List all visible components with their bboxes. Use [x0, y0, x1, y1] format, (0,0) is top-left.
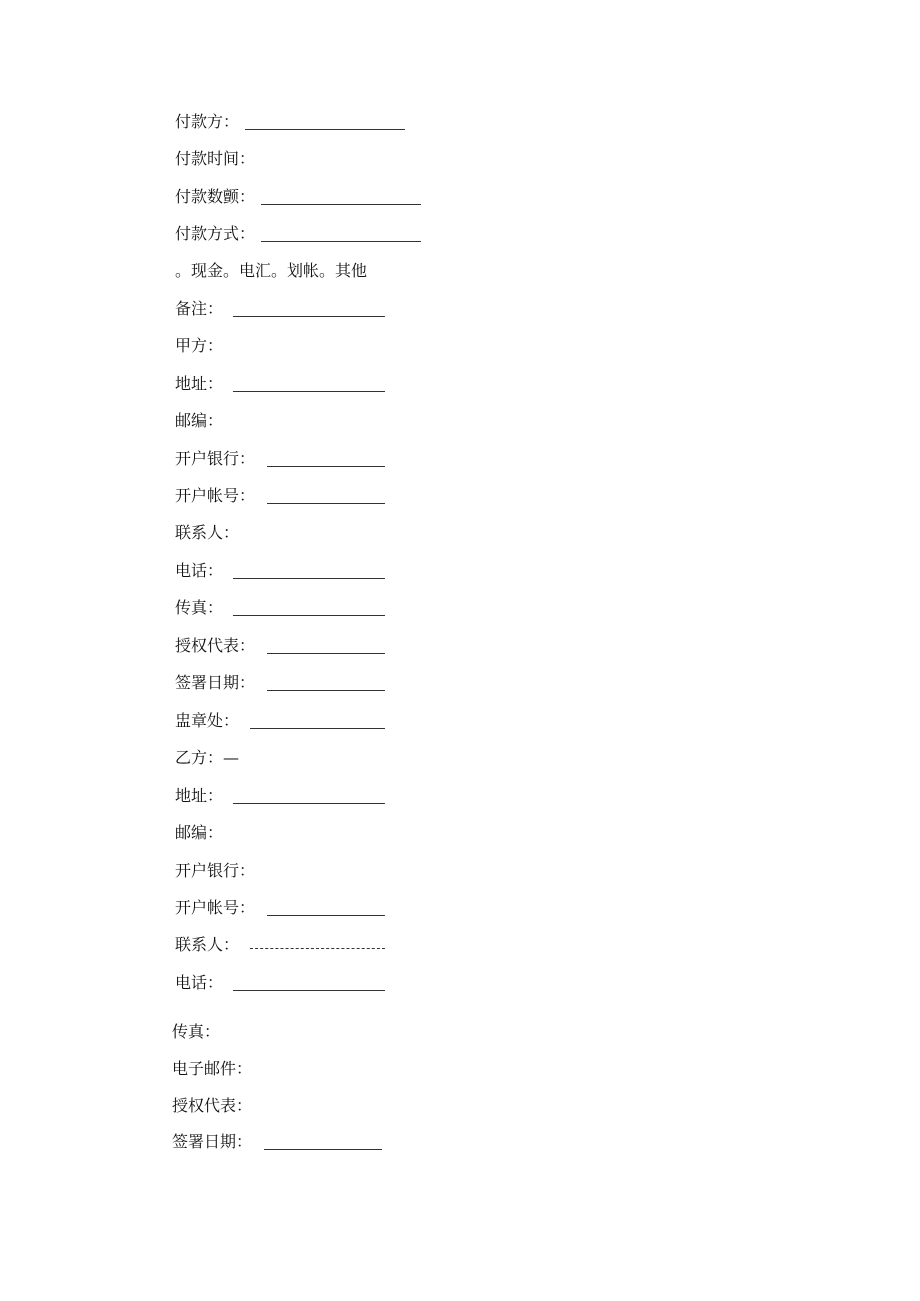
dashed-line	[250, 938, 385, 949]
party-b-bank-row	[175, 861, 255, 881]
blank-line	[267, 639, 385, 654]
party-b-address-row	[175, 786, 385, 806]
field-label: 开户帐号：	[175, 898, 256, 917]
blank-line	[233, 601, 385, 616]
field-label: 付款方：	[175, 112, 240, 131]
blank-line	[233, 302, 385, 317]
field-label: 开户帐号：	[175, 486, 256, 505]
field-label: 传真：	[175, 598, 224, 617]
party-b-phone-row	[175, 973, 385, 993]
remarks-row	[175, 299, 385, 319]
blank-line	[245, 115, 405, 130]
party-b-account-row	[175, 898, 385, 918]
field-label: 联系人：	[175, 523, 240, 542]
party-a-seal-row	[175, 711, 385, 731]
payment-amount-row	[175, 187, 421, 207]
payer-row	[175, 112, 405, 132]
party-b-representative-row	[172, 1096, 252, 1116]
field-label: 邮编：	[175, 823, 224, 842]
party-a-address-row	[175, 374, 385, 394]
party-a-bank-row	[175, 449, 385, 469]
party-a-heading	[175, 336, 223, 356]
field-label: 付款数颤：	[175, 187, 256, 206]
blank-line	[267, 901, 385, 916]
field-label: 传真：	[172, 1022, 221, 1041]
blank-line	[233, 377, 385, 392]
payment-options-row	[175, 261, 367, 281]
field-label: 付款时间：	[175, 149, 256, 168]
party-b-sign-date-row	[172, 1132, 382, 1152]
party-b-email-row	[172, 1059, 252, 1079]
party-a-account-row	[175, 486, 385, 506]
party-a-sign-date-row	[175, 673, 385, 693]
field-label: 授权代表：	[172, 1096, 253, 1115]
blank-line	[267, 489, 385, 504]
field-label: 地址：	[175, 374, 224, 393]
party-a-phone-row	[175, 561, 385, 581]
field-label: 电话：	[175, 561, 224, 580]
party-b-heading	[175, 748, 239, 768]
field-label: 签署日期：	[172, 1132, 253, 1151]
blank-line	[233, 564, 385, 579]
blank-line	[267, 676, 385, 691]
field-label: 签署日期：	[175, 673, 256, 692]
party-b-contact-row	[175, 935, 385, 955]
field-label: 开户银行：	[175, 449, 256, 468]
field-label: 邮编：	[175, 411, 224, 430]
party-b-label: 乙方：—	[175, 748, 240, 767]
blank-line	[233, 976, 385, 991]
party-a-label: 甲方：	[175, 336, 224, 355]
field-label: 电话：	[175, 973, 224, 992]
field-label: 盅章处：	[175, 711, 240, 730]
payment-options: 。现金。电汇。划帐。其他	[175, 261, 368, 280]
blank-line	[264, 1135, 382, 1150]
field-label: 备注：	[175, 299, 224, 318]
blank-line	[261, 227, 421, 242]
field-label: 付款方式：	[175, 224, 256, 243]
blank-line	[267, 452, 385, 467]
party-b-fax-row	[172, 1022, 220, 1042]
party-a-contact-row	[175, 523, 239, 543]
blank-line	[233, 789, 385, 804]
payment-time-row	[175, 149, 255, 169]
field-label: 授权代表：	[175, 636, 256, 655]
field-label: 联系人：	[175, 935, 240, 954]
field-label: 电子邮件：	[172, 1059, 253, 1078]
blank-line	[250, 714, 385, 729]
field-label: 地址：	[175, 786, 224, 805]
party-a-fax-row	[175, 598, 385, 618]
party-a-representative-row	[175, 636, 385, 656]
field-label: 开户银行：	[175, 861, 256, 880]
payment-method-row	[175, 224, 421, 244]
blank-line	[261, 190, 421, 205]
party-b-postcode-row	[175, 823, 223, 843]
party-a-postcode-row	[175, 411, 223, 431]
